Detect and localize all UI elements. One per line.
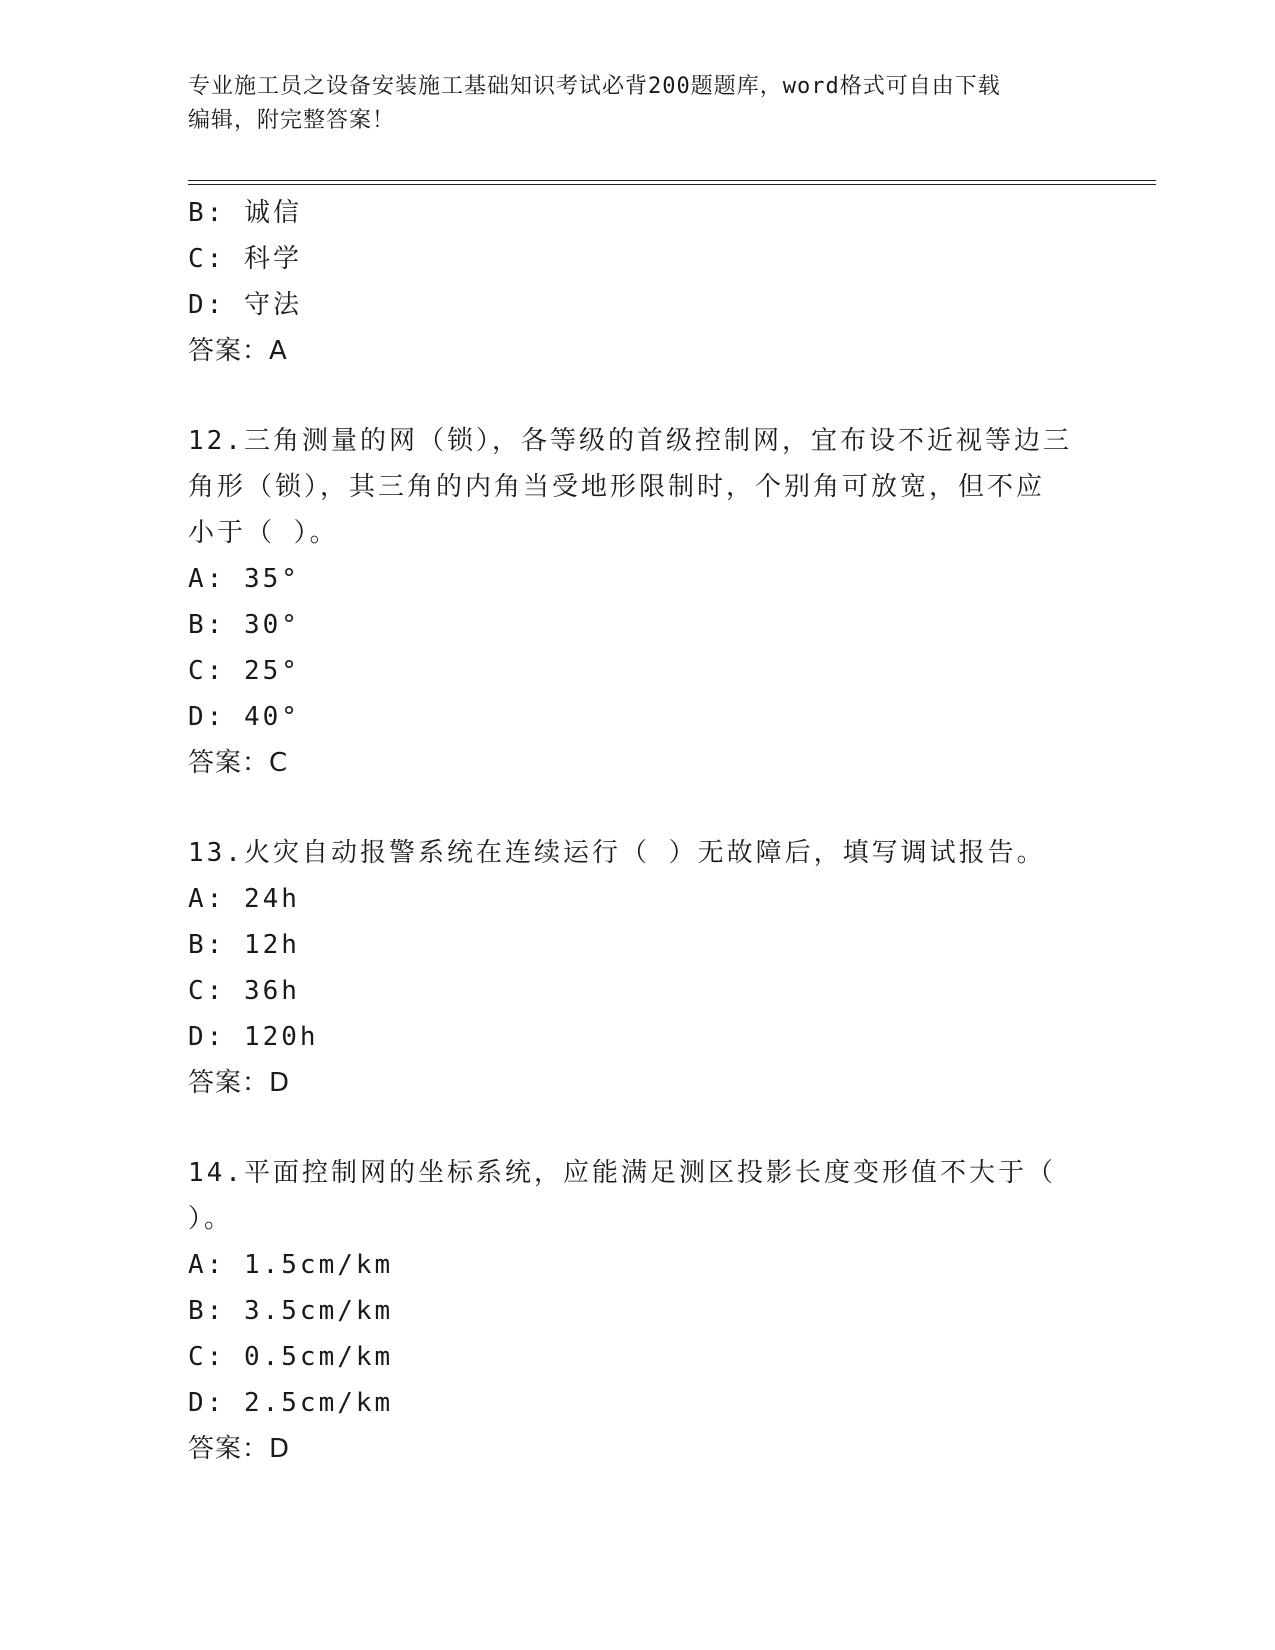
answer-line: 答案：C [188, 748, 289, 778]
option-a: A: 1.5cm/km [188, 1250, 394, 1280]
question-text-line: 12.三角测量的网（锁），各等级的首级控制网，宜布设不近视等边三 [188, 426, 1072, 456]
option-d: D: 守法 [188, 290, 302, 320]
question-spacer [188, 786, 1108, 830]
question-text-line: 小于（ ）。 [188, 518, 339, 548]
question-14 [188, 1150, 1108, 1472]
option-c: C: 25° [188, 656, 300, 686]
document-header [188, 70, 1088, 138]
option-b: B: 诚信 [188, 198, 302, 228]
header-title-line-2: 编辑，附完整答案！ [188, 108, 396, 133]
question-13 [188, 830, 1108, 1106]
question-text-line: 角形（锁），其三角的内角当受地形限制时，个别角可放宽，但不应 [188, 472, 1046, 502]
header-divider-top [188, 180, 1156, 181]
option-d: D: 40° [188, 702, 300, 732]
option-c: C: 0.5cm/km [188, 1342, 394, 1372]
question-content [188, 190, 1108, 1472]
question-text-line: 13.火灾自动报警系统在连续运行（ ）无故障后，填写调试报告。 [188, 838, 1046, 868]
option-b: B: 30° [188, 610, 300, 640]
option-b: B: 3.5cm/km [188, 1296, 394, 1326]
answer-line: 答案：D [188, 1434, 291, 1464]
option-c: C: 科学 [188, 244, 302, 274]
option-c: C: 36h [188, 976, 300, 1006]
option-d: D: 2.5cm/km [188, 1388, 394, 1418]
question-spacer [188, 374, 1108, 418]
question-12 [188, 418, 1108, 786]
question-spacer [188, 1106, 1108, 1150]
option-a: A: 35° [188, 564, 300, 594]
question-11-partial [188, 190, 1108, 374]
option-b: B: 12h [188, 930, 300, 960]
header-title-line-1: 专业施工员之设备安装施工基础知识考试必背200题题库，word格式可自由下载 [188, 74, 1001, 99]
header-divider-bottom [188, 184, 1156, 185]
option-d: D: 120h [188, 1022, 319, 1052]
answer-line: 答案：A [188, 336, 288, 366]
answer-line: 答案：D [188, 1068, 291, 1098]
option-a: A: 24h [188, 884, 300, 914]
question-text-line: 14.平面控制网的坐标系统，应能满足测区投影长度变形值不大于（ [188, 1158, 1056, 1188]
question-text-line: ）。 [188, 1204, 234, 1234]
